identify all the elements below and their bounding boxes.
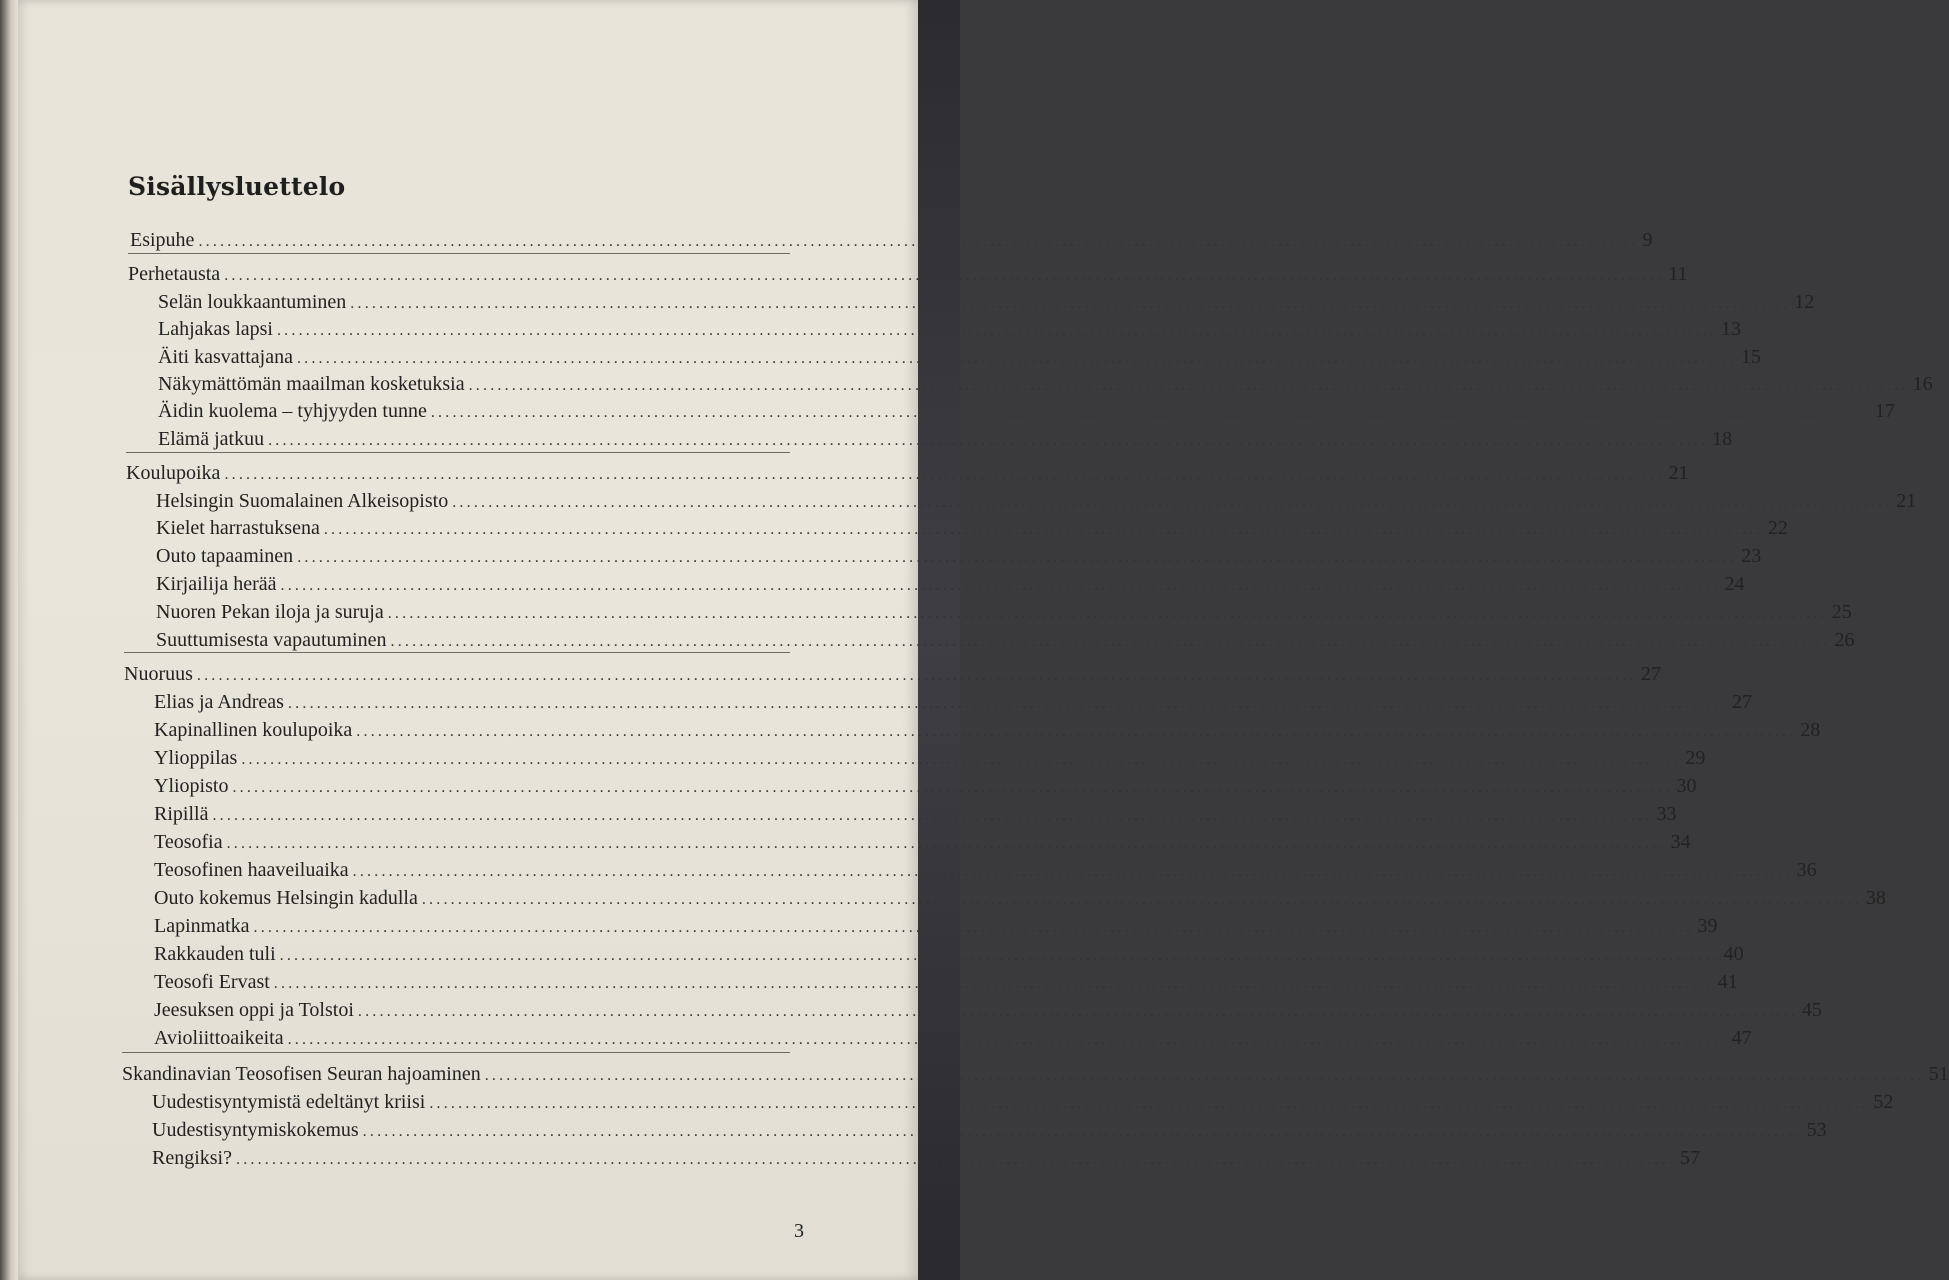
toc-entry-page: 45 (1801, 999, 1822, 1021)
toc-entry-page: 21 (1896, 490, 1917, 512)
dot-leader: ........................................................................................................................................................................................................ (350, 295, 1791, 312)
toc-entry-page: 26 (1834, 629, 1855, 651)
toc-entry-page: 39 (1697, 915, 1718, 937)
toc-subsection-entry (154, 998, 1822, 1024)
toc-entry-title: Esipuhe (130, 229, 195, 251)
dot-leader: ........................................................................................................................................................................................................ (387, 605, 1828, 622)
toc-subsection-entry (156, 516, 1788, 542)
toc-entry-page: 21 (1668, 462, 1689, 484)
dot-leader: ........................................................................................................................................................................................................ (279, 947, 1720, 964)
toc-subsection-entry (154, 690, 1752, 716)
toc-entry-title: Rakkauden tuli (154, 943, 276, 965)
dot-leader: ........................................................................................................................................................................................................ (198, 233, 1639, 250)
toc-entry-page: 15 (1740, 346, 1761, 368)
dot-leader: ........................................................................................................................................................................................................ (226, 835, 1667, 852)
page-title: Sisällysluettelo (128, 172, 346, 201)
toc-entry-title: Lahjakas lapsi (158, 318, 273, 340)
page-number: 3 (794, 1220, 804, 1242)
toc-entry-title: Uudestisyntymistä edeltänyt kriisi (152, 1091, 426, 1113)
toc-subsection-entry (156, 572, 1745, 598)
dot-leader: ........................................................................................................................................................................................................ (276, 322, 1717, 339)
toc-chapter-entry (126, 461, 1689, 487)
toc-entry-title: Perhetausta (128, 263, 221, 285)
dot-leader: ........................................................................................................................................................................................................ (362, 1123, 1803, 1140)
dot-leader: ........................................................................................................................................................................................................ (429, 1095, 1870, 1112)
toc-entry-title: Rengiksi? (152, 1147, 232, 1169)
toc-entry-page: 9 (1642, 229, 1653, 251)
dot-leader: ........................................................................................................................................................................................................ (323, 521, 1764, 538)
toc-subsection-entry (152, 1118, 1827, 1144)
book-gutter (0, 0, 18, 1280)
toc-entry-page: 11 (1668, 263, 1688, 285)
toc-subsection-entry (154, 802, 1677, 828)
toc-subsection-entry (154, 942, 1744, 968)
toc-entry-page: 41 (1717, 971, 1738, 993)
toc-entry-title: Ylioppilas (154, 747, 238, 769)
dot-leader: ........................................................................................................................................................................................................ (224, 267, 1665, 284)
toc-entry-title: Jeesuksen oppi ja Tolstoi (154, 999, 354, 1021)
toc-entry-page: 23 (1741, 545, 1762, 567)
dot-leader: ........................................................................................................................................................................................................ (236, 1151, 1676, 1168)
dot-leader: ........................................................................................................................................................................................................ (468, 377, 1909, 394)
toc-entry-title: Koulupoika (126, 462, 221, 484)
toc-subsection-entry (154, 886, 1886, 912)
toc-entry-page: 33 (1656, 803, 1677, 825)
toc-entry-title: Kielet harrastuksena (156, 517, 320, 539)
toc-entry-title: Äiti kasvattajana (158, 346, 293, 368)
dot-leader: ........................................................................................................................................................................................................ (296, 350, 1737, 367)
toc-subsection-entry (158, 399, 1895, 425)
toc-entry-title: Kapinallinen koulupoika (154, 719, 353, 741)
toc-entry-page: 53 (1806, 1119, 1827, 1141)
toc-entry-page: 30 (1676, 775, 1697, 797)
toc-subsection-entry (154, 914, 1718, 940)
toc-entry-page: 51 (1928, 1063, 1949, 1085)
toc-entry-page: 47 (1731, 1027, 1752, 1049)
dot-leader: ........................................................................................................................................................................................................ (390, 633, 1831, 650)
toc-entry-page: 34 (1670, 831, 1691, 853)
toc-subsection-entry (158, 427, 1733, 453)
dot-leader: ........................................................................................................................................................................................................ (241, 751, 1682, 768)
dot-leader: ........................................................................................................................................................................................................ (287, 1031, 1728, 1048)
toc-entry-title: Teosofi Ervast (154, 971, 270, 993)
section-divider (124, 652, 790, 653)
dot-leader: ........................................................................................................................................................................................................ (357, 1003, 1798, 1020)
toc-subsection-entry (156, 544, 1762, 570)
book-page (18, 0, 1949, 1280)
section-divider (126, 452, 790, 453)
dot-leader: ........................................................................................................................................................................................................ (268, 432, 1709, 449)
toc-entry-page: 24 (1724, 573, 1745, 595)
toc-subsection-entry (154, 774, 1697, 800)
table-of-contents (18, 0, 1949, 1280)
dot-leader: ........................................................................................................................................................................................................ (352, 863, 1793, 880)
toc-chapter-entry (128, 262, 1688, 288)
toc-chapter-entry (124, 662, 1661, 688)
toc-entry-page: 36 (1796, 859, 1817, 881)
toc-subsection-entry (158, 317, 1741, 343)
toc-entry-title: Skandinavian Teosofisen Seuran hajoaminen (122, 1063, 481, 1085)
toc-entry-title: Outo tapaaminen (156, 545, 294, 567)
toc-entry-page: 40 (1723, 943, 1744, 965)
toc-chapter-entry (122, 1062, 1949, 1088)
dot-leader: ........................................................................................................................................................................................................ (287, 695, 1728, 712)
toc-subsection-entry (156, 489, 1917, 515)
toc-entry-page: 29 (1685, 747, 1706, 769)
toc-entry-page: 38 (1865, 887, 1886, 909)
toc-entry-title: Näkymättömän maailman kosketuksia (158, 373, 465, 395)
dot-leader: ........................................................................................................................................................................................................ (452, 494, 1893, 511)
toc-entry-title: Outo kokemus Helsingin kadulla (154, 887, 418, 909)
toc-entry-page: 17 (1874, 400, 1895, 422)
toc-subsection-entry (154, 746, 1706, 772)
toc-subsection-entry (156, 628, 1855, 654)
dot-leader: ........................................................................................................................................................................................................ (232, 779, 1673, 796)
dot-leader: ........................................................................................................................................................................................................ (273, 975, 1714, 992)
toc-entry-title: Elämä jatkuu (158, 428, 265, 450)
section-divider (128, 253, 790, 254)
toc-subsection-entry (152, 1146, 1700, 1172)
toc-entry-page: 28 (1800, 719, 1821, 741)
dot-leader: ........................................................................................................................................................................................................ (484, 1067, 1925, 1084)
toc-entry-page: 18 (1712, 428, 1733, 450)
toc-entry-title: Äidin kuolema – tyhjyyden tunne (158, 400, 427, 422)
toc-entry-title: Kirjailija herää (156, 573, 277, 595)
toc-entry-page: 27 (1731, 691, 1752, 713)
toc-entry-title: Elias ja Andreas (154, 691, 284, 713)
toc-entry-page: 13 (1720, 318, 1741, 340)
toc-entry-title: Teosofia (154, 831, 223, 853)
toc-entry-page: 12 (1794, 291, 1815, 313)
toc-entry-title: Avioliittoaikeita (154, 1027, 284, 1049)
toc-subsection-entry (156, 600, 1852, 626)
toc-subsection-entry (154, 1026, 1752, 1052)
toc-entry-page: 16 (1912, 373, 1933, 395)
toc-entry-page: 52 (1873, 1091, 1894, 1113)
toc-entry-title: Lapinmatka (154, 915, 250, 937)
toc-entry-title: Suuttumisesta vapautuminen (156, 629, 387, 651)
dot-leader: ........................................................................................................................................................................................................ (356, 723, 1797, 740)
toc-subsection-entry (154, 718, 1821, 744)
dot-leader: ........................................................................................................................................................................................................ (224, 466, 1665, 483)
dot-leader: ........................................................................................................................................................................................................ (253, 919, 1694, 936)
toc-entry-title: Helsingin Suomalainen Alkeisopisto (156, 490, 449, 512)
toc-subsection-entry (152, 1090, 1894, 1116)
dot-leader: ........................................................................................................................................................................................................ (196, 667, 1637, 684)
toc-entry-title: Nuoren Pekan iloja ja suruja (156, 601, 384, 623)
toc-subsection-entry (154, 830, 1691, 856)
toc-entry-page: 27 (1640, 663, 1661, 685)
toc-entry-page: 57 (1680, 1147, 1700, 1169)
toc-chapter-entry (130, 228, 1653, 254)
toc-entry-page: 22 (1767, 517, 1788, 539)
toc-entry-page: 25 (1831, 601, 1852, 623)
dot-leader: ........................................................................................................................................................................................................ (297, 549, 1738, 566)
toc-subsection-entry (158, 372, 1933, 398)
dot-leader: ........................................................................................................................................................................................................ (280, 577, 1721, 594)
toc-subsection-entry (158, 345, 1761, 371)
toc-subsection-entry (158, 290, 1815, 316)
toc-entry-title: Nuoruus (124, 663, 193, 685)
dot-leader: ........................................................................................................................................................................................................ (421, 891, 1862, 908)
toc-entry-title: Uudestisyntymiskokemus (152, 1119, 359, 1141)
toc-entry-title: Yliopisto (154, 775, 229, 797)
dot-leader: ........................................................................................................................................................................................................ (430, 404, 1871, 421)
toc-entry-title: Selän loukkaantuminen (158, 291, 347, 313)
section-divider (122, 1052, 790, 1053)
toc-entry-title: Ripillä (154, 803, 209, 825)
toc-subsection-entry (154, 970, 1738, 996)
toc-entry-title: Teosofinen haaveiluaika (154, 859, 349, 881)
toc-subsection-entry (154, 858, 1817, 884)
dot-leader: ........................................................................................................................................................................................................ (212, 807, 1653, 824)
